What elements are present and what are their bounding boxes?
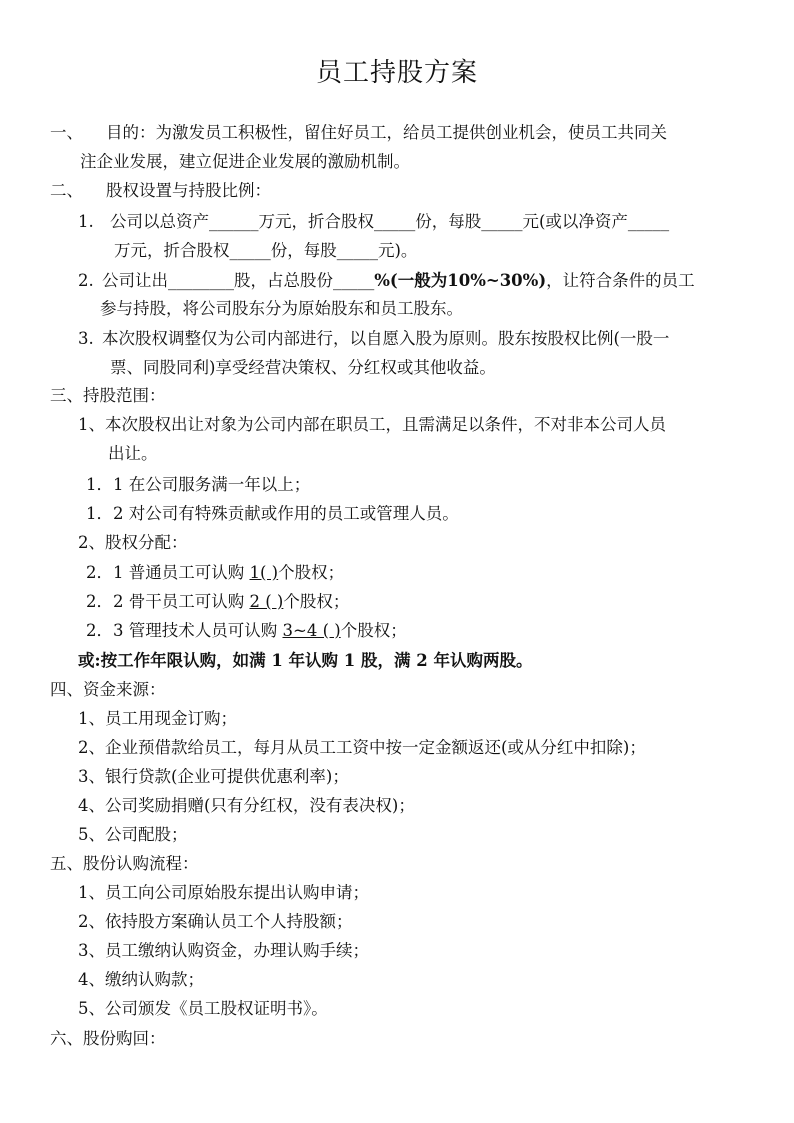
section-3-alternative-note: 或:按工作年限认购，如满 1 年认购 1 股，满 2 年认购两股。 [78, 651, 533, 670]
section-4-item-4: 4、公司奖励捐赠(只有分红权，没有表决权)； [78, 796, 415, 815]
section-5-heading: 五、股份认购流程： [50, 854, 199, 873]
section-3-point-2-2 [86, 591, 349, 613]
section-5-item-3: 3、员工缴纳认购资金，办理认购手续； [78, 941, 369, 960]
section-3-point-1-line-1: 1、本次股权出让对象为公司内部在职员工，且需满足以条件，不对非本公司人员 [78, 415, 666, 434]
section-2-item-3-line-1: 本次股权调整仅为公司内部进行，以自愿入股为原则。股东按股权比例(一股一 [102, 329, 670, 348]
section-3-point-2-3 [86, 620, 407, 642]
section-2-item-2-line-1-text-a: 公司让出________股，占总股份_____ [102, 271, 375, 290]
section-3-point-2-1-suffix: 个股权； [278, 563, 345, 582]
section-3-point-1-2: 1．2 对公司有特殊贡献或作用的员工或管理人员。 [86, 504, 459, 523]
section-3-point-2-2-prefix: 2．2 骨干员工可认购 [86, 592, 250, 611]
section-4-item-2: 2、企业预借款给员工，每月从员工工资中按一定金额返还(或从分红中扣除)； [78, 738, 646, 757]
section-5-item-5: 5、公司颁发《员工股权证明书》。 [78, 999, 328, 1018]
section-3-point-1-line-2: 出让。 [108, 444, 158, 463]
section-3-point-1-1: 1．1 在公司服务满一年以上； [86, 475, 311, 494]
section-2-item-3-number: 3. [78, 329, 94, 348]
section-4-item-1: 1、员工用现金订购； [78, 709, 237, 728]
section-1-heading: 一、 [50, 123, 83, 142]
section-2-item-2-number: 2. [78, 271, 94, 290]
section-3-heading: 三、持股范围： [50, 386, 166, 405]
section-2-item-2-line-1-text-c: ，让符合条件的员工 [546, 271, 695, 290]
section-3-point-2-1-prefix: 2．1 普通员工可认购 [86, 563, 250, 582]
section-2-item-2-percentage-note: %(一般为10%~30%) [374, 271, 547, 290]
section-2-item-2-line-1 [102, 270, 695, 292]
section-3-point-2-3-suffix: 个股权； [340, 621, 407, 640]
section-5-item-4: 4、缴纳认购款； [78, 970, 204, 989]
section-3-point-2-2-amount: 2 ( ) [249, 592, 284, 611]
section-4-item-5: 5、公司配股； [78, 825, 188, 844]
page-title: 员工持股方案 [315, 58, 478, 88]
section-3-point-2-1-amount: 1( ) [249, 563, 279, 582]
section-2-item-1-number: 1. [78, 212, 94, 231]
section-1-text-line-1: 目的：为激发员工积极性，留住好员工，给员工提供创业机会，使员工共同关 [106, 123, 667, 142]
section-3-point-2-3-amount: 3~4 ( ) [282, 621, 341, 640]
section-4-heading: 四、资金来源： [50, 680, 166, 699]
section-3-point-2-1 [86, 562, 344, 584]
section-2-item-3-line-2: 票、同股同利)享受经营决策权、分红权或其他收益。 [110, 358, 496, 377]
section-2-item-1-line-1: 公司以总资产______万元，折合股权_____份，每股_____元(或以净资产_____ [110, 212, 670, 231]
section-1-text-line-2: 注企业发展，建立促进企业发展的激励机制。 [80, 152, 410, 171]
section-3-point-2: 2、股权分配： [78, 533, 188, 552]
section-5-item-2: 2、依持股方案确认员工个人持股额； [78, 912, 353, 931]
section-2-item-2-line-2: 参与持股，将公司股东分为原始股东和员工股东。 [100, 299, 463, 318]
section-3-point-2-2-suffix: 个股权； [283, 592, 350, 611]
section-4-item-3: 3、银行贷款(企业可提供优惠利率)； [78, 767, 349, 786]
section-5-item-1: 1、员工向公司原始股东提出认购申请； [78, 883, 369, 902]
section-3-point-2-3-prefix: 2．3 管理技术人员可认购 [86, 621, 283, 640]
section-2-title: 股权设置与持股比例： [106, 181, 271, 200]
section-2-heading: 二、 [50, 181, 83, 200]
section-6-heading: 六、股份购回： [50, 1029, 166, 1048]
section-2-item-1-line-2: 万元，折合股权_____份，每股_____元)。 [114, 241, 418, 260]
